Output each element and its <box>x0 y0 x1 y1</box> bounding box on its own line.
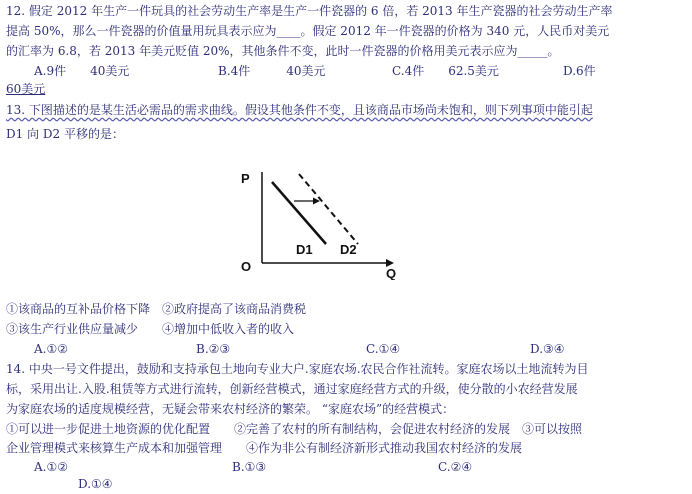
q13-line-1: 13. 下图描述的是某生活必需品的需求曲线。假设其他条件不变，且该商品市场尚未饱和，则下列事项中能引起 <box>6 103 593 117</box>
d1-label: D1 <box>296 242 313 257</box>
q13-items-2: ③该生产行业供应量减少 ④增加中低收入者的收入 <box>6 322 295 336</box>
q13-option-b: B.②③ <box>196 342 231 356</box>
q14-line-3: 为家庭农场的适度规模经营，无疑会带来农村经济的繁荣。 “家庭农场”的经营模式： <box>6 402 455 416</box>
q12-line-3: 的汇率为 6.8，若 2013 年美元贬值 20%，其他条件不变，此时一件瓷器的价格用美元表示应为_____。 <box>6 44 560 58</box>
q12-line-1: 12. 假定 2012 年生产一件玩具的社会劳动生产率是生产一件瓷器的 6 倍，若 2013 年生产瓷器的社会劳动生产率 <box>6 4 613 18</box>
d2-label: D2 <box>340 242 357 257</box>
q13-items-1: ①该商品的互补品价格下降 ②政府提高了该商品消费税 <box>6 302 307 316</box>
q14-option-b: B.①③ <box>232 460 267 474</box>
q12-answer-continuation: 60美元 <box>6 82 46 96</box>
demand-curve-graph <box>236 168 406 280</box>
q12-line-2: 提高 50%，那么一件瓷器的价值量用玩具表示应为____。假定 2012 年一件瓷器的价格为 340 元，人民币对美元 <box>6 24 610 38</box>
q14-line-4: ①可以进一步促进土地资源的优化配置 ②完善了农村的所有制结构，会促进农村经济的发展 ③可以按照 <box>6 422 583 436</box>
q12-option-a: A.9件 40美元 <box>34 64 130 78</box>
q14-option-c: C.②④ <box>438 460 473 474</box>
q14-line-1: 14. 中央一号文件提出，鼓励和支持承包土地向专业大户.家庭农场.农民合作社流转。家庭农场以土地流转为目 <box>6 362 589 376</box>
q14-line-2: 标，采用出让.入股.租赁等方式进行流转，创新经营模式，通过家庭经营方式的升级，使分散的小农经营发展 <box>6 382 578 396</box>
y-axis-label: P <box>241 171 250 186</box>
q13-line-2: D1 向 D2 平移的是： <box>6 127 124 141</box>
x-axis-label: Q <box>386 266 397 280</box>
q14-option-a: A.①② <box>34 460 68 474</box>
q12-option-c: C.4件 62.5美元 <box>392 64 499 78</box>
q12-option-d: D.6件 <box>563 64 596 78</box>
q13-option-a: A.①② <box>34 342 68 356</box>
q14-line-5: 企业管理模式来核算生产成本和加强管理 ④作为非公有制经济新形式推动我国农村经济的发展 <box>6 441 523 455</box>
q13-option-c: C.①④ <box>366 342 401 356</box>
demand-curve-d2 <box>299 174 358 244</box>
q12-option-b: B.4件 40美元 <box>218 64 326 78</box>
demand-curve-d1 <box>272 182 326 244</box>
origin-label: O <box>241 259 252 274</box>
q13-option-d: D.③④ <box>530 342 565 356</box>
q14-option-d: D.①④ <box>78 477 113 491</box>
